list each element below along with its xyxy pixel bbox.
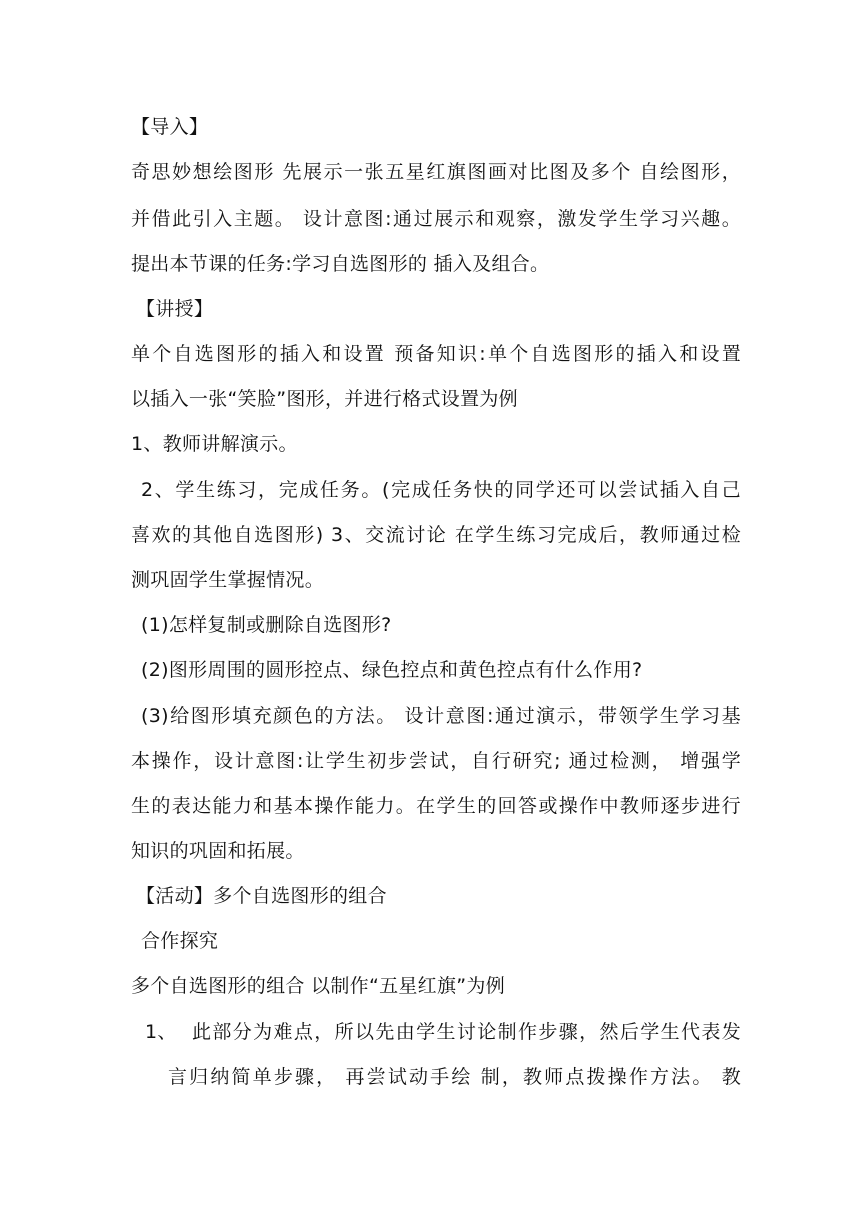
question-item: (3)给图形填充颜色的方法。 设计意图:通过演示，带领学生学习基 (141, 705, 741, 727)
list-item-text: 此部分为难点，所以先由学生讨论制作步骤，然后学生代表发 (192, 1021, 741, 1043)
paragraph-line: 本操作，设计意图:让学生初步尝试，自行研究; 通过检测， 增强学 (131, 750, 741, 772)
list-item: 2、学生练习，完成任务。(完成任务快的同学还可以尝试插入自己 (141, 479, 741, 501)
question-item: (2)图形周围的圆形控点、绿色控点和黄色控点有什么作用? (141, 659, 643, 681)
paragraph-line: 生的表达能力和基本操作能力。在学生的回答或操作中教师逐步进行 (131, 795, 741, 817)
paragraph-line: 提出本节课的任务:学习自选图形的 插入及组合。 (131, 253, 550, 275)
paragraph-line: 知识的巩固和拓展。 (131, 840, 305, 862)
section-heading-lecture: 【讲授】 (136, 298, 214, 320)
paragraph-line: 以插入一张“笑脸”图形，并进行格式设置为例 (131, 388, 518, 410)
section-heading-intro: 【导入】 (131, 116, 209, 138)
question-item: (1)怎样复制或删除自选图形? (141, 614, 392, 636)
subheading: 合作探究 (141, 930, 219, 952)
list-number: 1、 (145, 1021, 177, 1043)
section-heading-activity: 【活动】多个自选图形的组合 (136, 885, 387, 907)
list-item: 1、教师讲解演示。 (131, 433, 298, 455)
paragraph-line: 测巩固学生掌握情况。 (131, 569, 325, 591)
paragraph-line: 单个自选图形的插入和设置 预备知识:单个自选图形的插入和设置 (131, 343, 741, 365)
paragraph-line: 喜欢的其他自选图形) 3、交流讨论 在学生练习完成后，教师通过检 (131, 524, 741, 546)
list-item-text: 言归纳简单步骤， 再尝试动手绘 制，教师点拨操作方法。 教 (168, 1066, 741, 1088)
paragraph-line: 并借此引入主题。 设计意图:通过展示和观察，激发学生学习兴趣。 (131, 208, 741, 230)
paragraph-line: 多个自选图形的组合 以制作“五星红旗”为例 (131, 975, 506, 997)
paragraph-line: 奇思妙想绘图形 先展示一张五星红旗图画对比图及多个 自绘图形， (131, 161, 741, 183)
